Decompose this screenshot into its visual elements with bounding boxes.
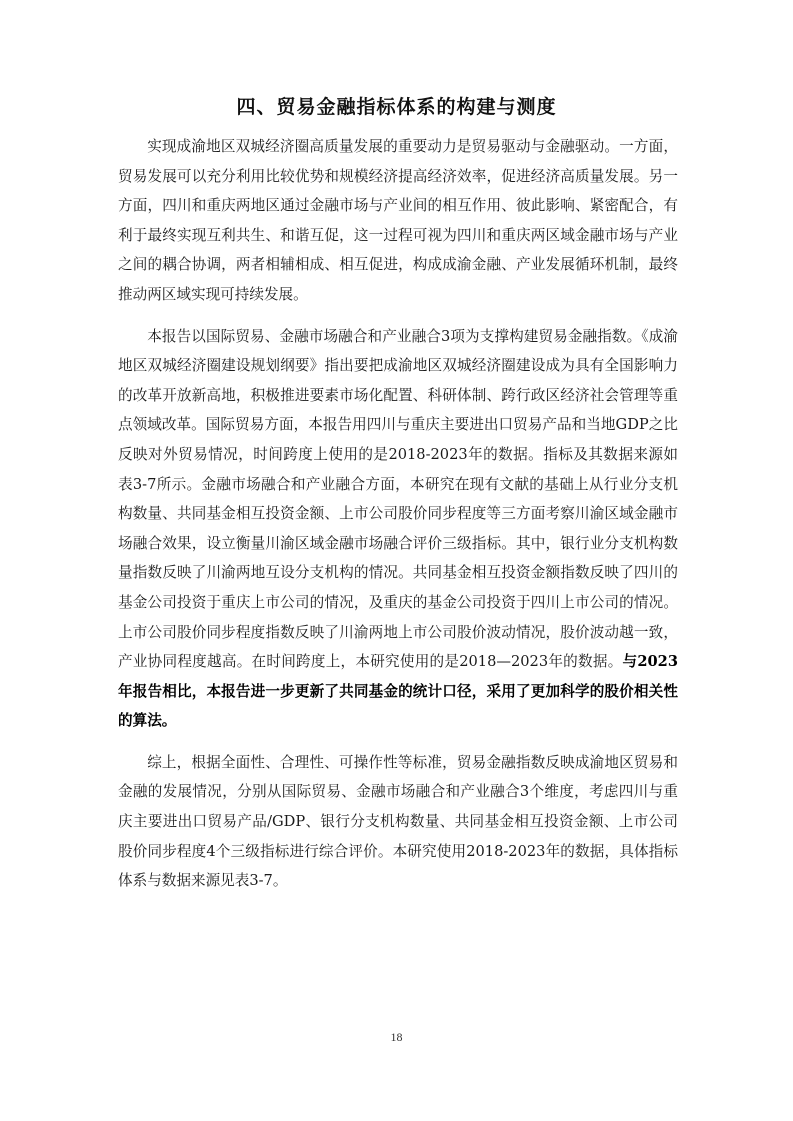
paragraph-2-bold-text: 与2023年报告相比，本报告进一步更新了共同基金的统计口径，采用了更加科学的股价相关性的算法。 [118,653,678,730]
paragraph-1-text: 实现成渝地区双城经济圈高质量发展的重要动力是贸易驱动与金融驱动。一方面，贸易发展可以充分利用比较优势和规模经济提高经济效率，促进经济高质量发展。另一方面，四川和重庆两地区通过金融市场与产业间的相互作用、彼此影响、紧密配合，有利于最终实现互利共生、和谐互促，这一过程可视为四川和重庆两区域金融市场与产业之间的耦合协调，两者相辅相成、相互促进，构成成渝金融、产业发展循环机制，最终推动两区域实现可持续发展。 [118,138,678,303]
paragraph-2 [118,322,678,736]
section-title: 四、贸易金融指标体系的构建与测度 [236,96,557,118]
document-body [118,132,678,896]
paragraph-3-text: 综上，根据全面性、合理性、可操作性等标准，贸易金融指数反映成渝地区贸易和金融的发展情况，分别从国际贸易、金融市场融合和产业融合3个维度，考虑四川与重庆主要进出口贸易产品/GDP、银行分支机构数量、共同基金相互投资金额、上市公司股价同步程度4个三级指标进行综合评价。本研究使用2018-2023年的数据，具体指标体系与数据来源见表3-7。 [118,753,678,890]
page-number: 18 [390,1030,403,1044]
paragraph-3 [118,748,678,896]
paragraph-1 [118,132,678,310]
paragraph-2-text: 本报告以国际贸易、金融市场融合和产业融合3项为支撑构建贸易金融指数。《成渝地区双城经济圈建设规划纲要》指出要把成渝地区双城经济圈建设成为具有全国影响力的改革开放新高地，积极推进要素市场化配置、科研体制、跨行政区经济社会管理等重点领域改革。国际贸易方面，本报告用四川与重庆主要进出口贸易产品和当地GDP之比反映对外贸易情况，时间跨度上使用的是2018-2023年的数据。指标及其数据来源如表3-7所示。金融市场融合和产业融合方面，本研究在现有文献的基础上从行业分支机构数量、共同基金相互投资金额、上市公司股价同步程度等三方面考察川渝区域金融市场融合效果，设立衡量川渝区域金融市场融合评价三级指标。其中，银行业分支机构数量指数反映了川渝两地互设分支机构的情况。共同基金相互投资金额指数反映了四川的基金公司投资于重庆上市公司的情况，及重庆的基金公司投资于四川上市公司的情况。上市公司股价同步程度指数反映了川渝两地上市公司股价波动情况，股价波动越一致，产业协同程度越高。在时间跨度上，本研究使用的是2018—2023年的数据。 [118,327,678,671]
